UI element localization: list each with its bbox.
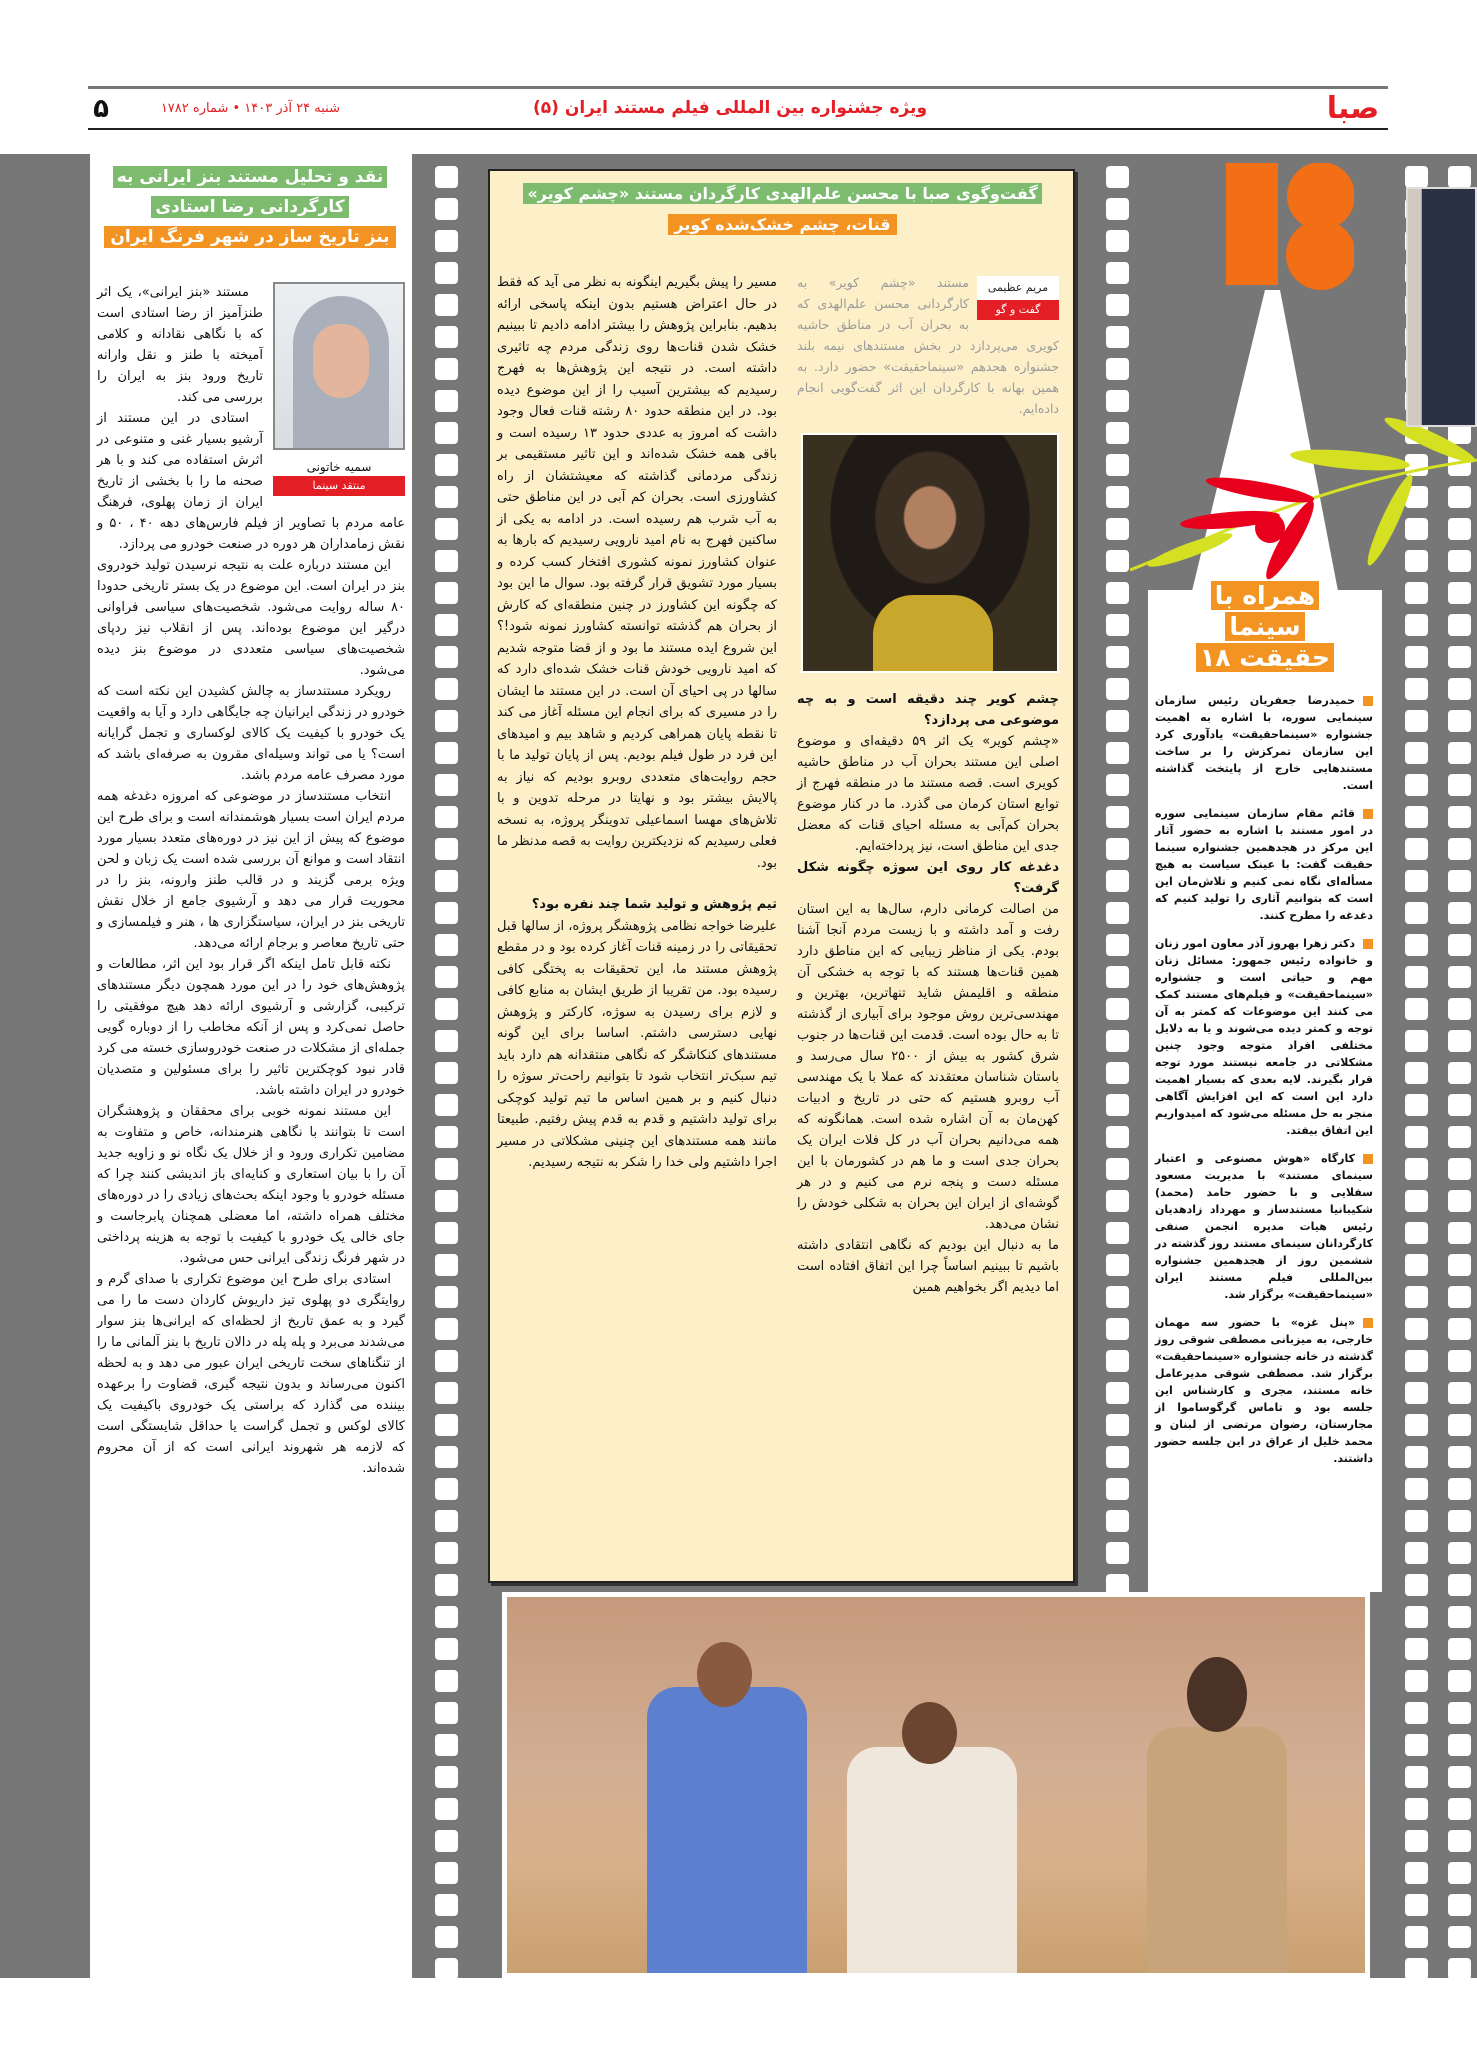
film-hole <box>1106 326 1129 348</box>
film-hole <box>1405 1638 1428 1660</box>
film-hole <box>435 422 458 444</box>
film-hole <box>1106 1126 1129 1148</box>
film-hole <box>1405 678 1428 700</box>
lead-text: مستند «چشم کویر» به کارگردانی محسن علم‌الهدی که به بحران آب در مناطق حاشیه کویری می‌پردازد در بخش مستندهای نیمه بلند جشنواره هجدهم «سینماحقیقت» حضور دارد. به همین بهانه با کارگردان این اثر گفت‌گویی انجام داده‌ایم. <box>797 275 1059 416</box>
film-hole <box>1405 1094 1428 1116</box>
film-hole <box>1106 1222 1129 1244</box>
film-hole <box>1448 966 1471 988</box>
film-hole <box>1448 1766 1471 1788</box>
author-name: سمیه خاتونی <box>306 460 372 474</box>
news-text: حمیدرضا جعفریان رئیس سازمان سینمایی سوره، با اشاره به اهمیت جشنواره «سینماحقیقت» یادآوری کرد این سازمان تمرکزش را بر ساخت مستندهایی خارج از پایتخت گذاشته است. <box>1155 694 1373 792</box>
film-hole <box>1405 1702 1428 1724</box>
question: چشم کویر چند دقیقه است و به چه موضوعی می پردازد؟ <box>797 692 1059 728</box>
film-hole <box>1106 294 1129 316</box>
film-hole <box>1448 1254 1471 1276</box>
film-hole <box>1448 1958 1471 1980</box>
film-hole <box>435 1702 458 1724</box>
paragraph: این مستند درباره علت به نتیجه نرسیدن تولید خودروی بنز در ایران است. این موضوع در یک بستر تاریخی حدودا ۸۰ ساله روایت می‌شود. شخصیت‌های سیاسی فراوانی درگیر این موضوع بوده‌اند. پس از انقلاب نیز ردپای شخصیت‌های سیاسی متعددی در موضوع بنز دیده می‌شود. <box>97 558 405 678</box>
film-hole <box>1448 582 1471 604</box>
film-hole <box>435 326 458 348</box>
film-hole <box>1405 614 1428 636</box>
film-hole <box>1405 998 1428 1020</box>
film-hole <box>435 1030 458 1052</box>
film-hole <box>435 518 458 540</box>
film-hole <box>1405 1894 1428 1916</box>
author-photo <box>273 282 405 450</box>
left-article-title: بنز تاریخ ساز در شهر فرنگ ایران <box>104 226 395 248</box>
film-hole <box>435 710 458 732</box>
film-hole <box>1448 166 1471 188</box>
film-hole <box>435 742 458 764</box>
sidebar-heading-line: سینما <box>1225 612 1304 641</box>
interview-column-right <box>797 272 1059 1298</box>
film-hole <box>1405 1350 1428 1372</box>
film-hole <box>435 1382 458 1404</box>
film-hole <box>1405 934 1428 956</box>
interview-lead <box>797 272 1059 419</box>
olive-branch-icon <box>1130 400 1477 580</box>
film-hole <box>1448 1286 1471 1308</box>
film-hole <box>1448 1094 1471 1116</box>
film-hole <box>1106 774 1129 796</box>
film-hole <box>1106 1062 1129 1084</box>
square-bullet-icon <box>1363 939 1373 949</box>
film-hole <box>1448 1478 1471 1500</box>
left-article-header <box>100 162 400 248</box>
paragraph: این مستند نمونه خوبی برای محققان و پژوهشگران است تا بتوانند با نگاهی هنرمندانه، خاص و متفاوت به مضامین تکراری ورود و از خلال یک نگاه نو و زاویه جدید آن را با بیان استعاری و کنایه‌ای باز اندیشی کنند چرا که مسئله خودرو با وجود اینکه بحث‌های زیادی را در دوره‌های مختلف همراه داشته، اما معضلی همچنان پابرجاست و جای خالی یک خودرو با کیفیت با توجه به هزینه پرداختی در شهر فرنگ زندگی ایرانی حس می‌شود. <box>97 1104 405 1266</box>
paragraph: رویکرد مستندساز به چالش کشیدن این نکته است که خودرو در زندگی ایرانیان چه جایگاهی دارد و آیا به واقعیت یک خودرو با کیفیت یک کالای لوکساری و تجمل گرایانه است؟ یا می تواند وسیله‌ای مقرون به صرفه‌ای باشد که مورد مصرف عامه مردم باشد. <box>97 684 405 783</box>
film-hole <box>1448 1126 1471 1148</box>
film-hole <box>1405 1574 1428 1596</box>
film-hole <box>1405 166 1428 188</box>
film-hole <box>435 390 458 412</box>
film-hole <box>1106 966 1129 988</box>
left-article-kicker: نقد و تحلیل مستند بنز ایرانی به کارگردانی رضا استادی <box>113 166 388 218</box>
film-hole <box>1448 1190 1471 1212</box>
paragraph: نکته قابل تامل اینکه اگر قرار بود این اثر، مطالعات و پژوهش‌های خود را در این مورد همچون دیگر مستندهای ترکیبی، گزارشی و آرشیوی ارائه دهد هیچ موفقیتی را حاصل نمی‌کرد و پس از آنکه مخاطب را از دوباره گویی جمله‌ای از مشکلات در صنعت خودروسازی خسته می کرد قادر نبود کوچکترین تاثیر را برای مسئولین و متصدیان خودرو در ایران داشته باشد. <box>97 957 405 1098</box>
film-hole <box>1448 1862 1471 1884</box>
film-hole <box>435 550 458 572</box>
film-hole <box>435 1542 458 1564</box>
film-hole <box>1106 870 1129 892</box>
film-hole <box>1405 966 1428 988</box>
film-hole <box>1448 1446 1471 1468</box>
film-hole <box>1448 1382 1471 1404</box>
film-hole <box>1405 742 1428 764</box>
page-number: ۵ <box>93 94 109 124</box>
film-hole <box>435 1670 458 1692</box>
film-hole <box>1448 998 1471 1020</box>
news-text: «پنل غزه» با حضور سه مهمان خارجی، به میزبانی مصطفی شوقی روز گذشته در خانه جشنواره «سینماحقیقت» برگزار شد. مصطفی شوقی مدیرعامل خانه مستند، مجری و کارشناس این جلسه بود و تاماس گرگوساموا از مجارستان، رضوان مرتضی از لبنان و محمد خلیل از عراق در این جلسه حضور داشتند. <box>1155 1316 1373 1465</box>
film-hole <box>1405 582 1428 604</box>
film-hole <box>1106 1510 1129 1532</box>
film-hole <box>1448 1318 1471 1340</box>
film-hole <box>1405 1830 1428 1852</box>
interview-kicker: گفت‌وگوی صبا با محسن علم‌الهدی کارگردان مستند «چشم کویر» <box>523 183 1041 204</box>
film-hole <box>435 582 458 604</box>
film-hole <box>1448 806 1471 828</box>
film-hole <box>1448 1606 1471 1628</box>
film-hole <box>1448 870 1471 892</box>
film-hole <box>1405 1126 1428 1148</box>
film-hole <box>1106 390 1129 412</box>
film-hole <box>1106 1030 1129 1052</box>
film-hole <box>435 1286 458 1308</box>
film-hole <box>1106 742 1129 764</box>
film-hole <box>1106 518 1129 540</box>
header-bottom-rule <box>88 128 1388 130</box>
film-hole <box>1405 1510 1428 1532</box>
square-bullet-icon <box>1363 1318 1373 1328</box>
film-hole <box>1106 1286 1129 1308</box>
square-bullet-icon <box>1363 809 1373 819</box>
film-hole <box>1448 678 1471 700</box>
film-hole <box>1405 1798 1428 1820</box>
film-hole <box>1448 934 1471 956</box>
film-hole <box>435 902 458 924</box>
film-hole <box>1405 838 1428 860</box>
square-bullet-icon <box>1363 1154 1373 1164</box>
film-hole <box>435 1062 458 1084</box>
newspaper-logo[interactable]: صبا <box>1326 91 1380 126</box>
question: دغدغه کار روی این سوژه چگونه شکل گرفت؟ <box>797 860 1059 896</box>
film-hole <box>1106 1446 1129 1468</box>
film-hole <box>1405 1670 1428 1692</box>
answer: من اصالت کرمانی دارم، سال‌ها به این استان رفت و آمد داشته و با زیست مردم آنجا آشنا بودم. یکی از مناظر زیبایی که این مناطق دارد همین قنات‌ها هستند که با توجه به خشکی آن منطقه و اقلیمش شاید تنهاترین، بهترین و مهندسی‌ترین روش موجود برای آبیاری از گذشته تا به حال بوده است. قدمت این قنات‌ها در جنوب شرق کشور به بیش از ۲۵۰۰ سال می‌رسد و باستان شناسان معتقدند که عملا با یک مهندسی آب روبرو هستیم که حتی در تاریخ و ادبیات کهن‌مان به آن اشاره شده است. همانگونه که همه می‌دانیم بحران آب در کل فلات ایران یک بحران جدی است و ما هم در کشورمان با این مسئله دست و پنجه نرم می کنیم و در هر گوشه‌ای از ایران این بحران به شکلی خودش را نشان می‌دهد. <box>797 902 1059 1232</box>
film-hole <box>1106 1318 1129 1340</box>
film-hole <box>435 678 458 700</box>
square-bullet-icon <box>1363 696 1373 706</box>
film-hole <box>1106 1542 1129 1564</box>
film-hole <box>435 1222 458 1244</box>
film-hole <box>435 1734 458 1756</box>
film-hole <box>1106 710 1129 732</box>
left-article-body <box>97 282 405 1479</box>
film-hole <box>1106 486 1129 508</box>
film-hole <box>1448 774 1471 796</box>
film-hole <box>435 1798 458 1820</box>
film-hole <box>435 230 458 252</box>
film-hole <box>435 1574 458 1596</box>
film-hole <box>1448 1542 1471 1564</box>
news-item <box>1155 1150 1373 1303</box>
film-hole <box>435 966 458 988</box>
film-hole <box>435 294 458 316</box>
news-item <box>1155 805 1373 924</box>
film-hole <box>1106 934 1129 956</box>
film-hole <box>435 454 458 476</box>
film-hole <box>1448 1158 1471 1180</box>
film-hole <box>435 934 458 956</box>
film-hole <box>1106 422 1129 444</box>
film-hole <box>435 1478 458 1500</box>
film-hole <box>1106 550 1129 572</box>
film-hole <box>1405 1062 1428 1084</box>
film-hole <box>1106 806 1129 828</box>
film-hole <box>1448 1030 1471 1052</box>
sidebar-heading-line: همراه با <box>1211 581 1319 610</box>
film-hole <box>435 1606 458 1628</box>
film-hole <box>435 1894 458 1916</box>
film-hole <box>1405 1862 1428 1884</box>
film-hole <box>435 1862 458 1884</box>
film-hole <box>1405 1446 1428 1468</box>
film-hole <box>1405 870 1428 892</box>
film-hole <box>435 1510 458 1532</box>
film-hole <box>435 1094 458 1116</box>
film-hole <box>435 166 458 188</box>
interviewer-name: مریم عظیمی <box>977 276 1059 300</box>
film-hole <box>435 262 458 284</box>
film-hole <box>1106 838 1129 860</box>
film-hole <box>1106 1254 1129 1276</box>
film-hole <box>1448 1702 1471 1724</box>
film-hole <box>1448 1062 1471 1084</box>
sidebar-heading <box>1160 580 1370 673</box>
film-hole <box>435 774 458 796</box>
film-hole <box>1448 1574 1471 1596</box>
interview-column-left <box>497 272 777 1174</box>
film-hole <box>1106 678 1129 700</box>
film-hole <box>1106 1094 1129 1116</box>
film-hole <box>435 1158 458 1180</box>
film-hole <box>1448 902 1471 924</box>
film-hole <box>435 1766 458 1788</box>
film-hole <box>1106 262 1129 284</box>
sidebar-heading-line: حقیقت ۱۸ <box>1196 643 1334 672</box>
film-hole <box>1448 646 1471 668</box>
interview-header <box>500 180 1065 235</box>
film-hole <box>1106 646 1129 668</box>
film-hole <box>435 1446 458 1468</box>
film-hole <box>1448 838 1471 860</box>
film-hole <box>1405 710 1428 732</box>
film-hole <box>1106 198 1129 220</box>
film-hole <box>1106 1478 1129 1500</box>
film-hole <box>435 486 458 508</box>
film-hole <box>1448 1734 1471 1756</box>
film-hole <box>435 998 458 1020</box>
film-hole <box>1106 230 1129 252</box>
film-hole <box>435 806 458 828</box>
issue-date: شنبه ۲۴ آذر ۱۴۰۳ • شماره ۱۷۸۲ <box>160 101 340 116</box>
film-hole <box>435 1254 458 1276</box>
interviewer-box <box>977 276 1059 320</box>
film-hole <box>435 838 458 860</box>
film-hole <box>1106 1190 1129 1212</box>
film-hole <box>435 1190 458 1212</box>
film-hole <box>1405 1286 1428 1308</box>
answer: ما به دنبال این بودیم که نگاهی انتقادی داشته باشیم تا ببینیم اساساً چرا این اتفاق افتاده است اما دیدیم اگر بخواهیم همین <box>797 1238 1059 1295</box>
film-hole <box>1448 1510 1471 1532</box>
film-hole <box>1106 358 1129 380</box>
film-hole <box>1405 1030 1428 1052</box>
question: تیم پژوهش و تولید شما چند نفره بود؟ <box>531 897 777 912</box>
film-hole <box>1405 902 1428 924</box>
film-hole <box>435 614 458 636</box>
answer: علیرضا خواجه نظامی پژوهشگر پروژه، از سالها قبل تحقیقاتی را در زمینه قنات آغاز کرده بود و در مقطع پژوهش مستند ما، این تحقیقات به پختگی کافی رسیده بود. من تقریبا از طریق ایشان به منابع کافی و لازم برای رسیدن به سوژه، کارکتر و پژوهش نهایی دسترسی داشتم. اساسا برای این گونه مستندهای کنکاشگر که نگاهی منتقدانه هم دارد باید تیم سبک‌تر انتخاب شود تا بتوانیم راحت‌تر سوژه را دنبال کنیم و بر همین اساس ما تیم تولید کوچکی برای تولید داشتیم و قدم به قدم پیش رفتیم. طبیعتا مانند همه مستندهای این چنینی مشکلاتی در مسیر اجرا داشتیم ولی خدا را شکر به نتیجه رسیدیم. <box>497 918 777 1170</box>
director-photo <box>801 433 1059 673</box>
film-hole <box>435 1414 458 1436</box>
film-hole <box>435 1318 458 1340</box>
news-text: کارگاه «هوش مصنوعی و اعتبار سینمای مستند» با مدیریت مسعود سفلایی و با حضور حامد (محمد) شکیبانیا مستندساز و مهرداد زادهدیان رئیس هیات مدیره انجمن صنفی کارگردانان سینمای مستند روز گذشته در ششمین روز از هجدهمین جشنواره بین‌المللی فیلم مستند ایران «سینماحقیقت» برگزار شد. <box>1155 1152 1373 1301</box>
film-hole <box>1448 1350 1471 1372</box>
film-hole <box>1405 1158 1428 1180</box>
film-hole <box>1106 1158 1129 1180</box>
film-hole <box>1106 1382 1129 1404</box>
news-item <box>1155 692 1373 794</box>
paragraph: مستند «بنز ایرانی»، یک اثر طنزآمیز از رضا استادی است که با نگاهی نقادانه و کلامی آمیخته با طنز و نقل وارانه تاریخ ورود بنز به ایران را بررسی می کند. <box>97 285 263 405</box>
film-hole <box>1448 1414 1471 1436</box>
paragraph: استادی برای طرح این موضوع تکراری با صدای گرم و روایتگری دو پهلوی تیز داریوش کاردان دست ما را می گیرد و به عمق تاریخ از لحظه‌ای که ایرانی‌ها بنز سوار می‌شدند می‌برد و پله پله در دالان تاریخ با بنز آلمانی ما را از تنگناهای سخت تاریخی ایران عبور می دهد و به لحظه اکنون می‌رساند و بدون نتیجه گیری، قضاوت را برعهده بیننده می گذارد که براستی یک خودروی باکیفیت یک کالای لوکس و تجمل گراست یا حداقل شایستگی است که لازمه هر شهروند ایرانی است که از آن محروم شده‌اند. <box>97 1272 405 1476</box>
news-item <box>1155 1314 1373 1467</box>
film-hole <box>1405 1958 1428 1980</box>
film-hole <box>1448 1926 1471 1948</box>
film-hole <box>1405 1318 1428 1340</box>
film-hole <box>1405 1606 1428 1628</box>
film-hole <box>1405 1542 1428 1564</box>
film-hole <box>1448 1894 1471 1916</box>
film-hole <box>1405 1478 1428 1500</box>
film-hole <box>1448 614 1471 636</box>
film-hole <box>1405 1926 1428 1948</box>
film-hole <box>1405 1766 1428 1788</box>
film-hole <box>1405 1414 1428 1436</box>
film-hole <box>1405 1190 1428 1212</box>
author-box <box>273 282 405 496</box>
festival-18-logo <box>1226 163 1354 291</box>
film-hole <box>435 1830 458 1852</box>
paragraph: انتخاب مستندساز در موضوعی که امروزه دغدغه همه مردم ایران است بسیار هوشمندانه است و برای طرح این موضوع که پیش از این نیز در دوره‌های متعدد بسیار مورد انتقاد است و موانع آن بررسی شده است یک زبان و لحن ویژه برمی گزیند و در قالب طنز وارونه، بنز را در محوریت قرار می دهد و آرشیوی جامع از خلال نقش تاریخی بنز در ایران، سیاستگزاری ها ، هنر و فیلمسازی و حتی تاریخ معاصر و برجام ارائه می‌دهد. <box>97 789 405 951</box>
interview-tag: گفت و گو <box>977 300 1059 320</box>
film-hole <box>1106 998 1129 1020</box>
film-hole <box>1106 1414 1129 1436</box>
news-item <box>1155 935 1373 1139</box>
film-hole <box>1106 614 1129 636</box>
film-hole <box>1448 1670 1471 1692</box>
author-role-badge: منتقد سینما <box>273 476 405 496</box>
film-hole <box>1405 1254 1428 1276</box>
film-hole <box>435 198 458 220</box>
header-top-rule <box>88 86 1388 89</box>
film-hole <box>435 1350 458 1372</box>
film-hole <box>435 646 458 668</box>
film-hole <box>435 1958 458 1980</box>
film-hole <box>1405 806 1428 828</box>
film-hole <box>1106 582 1129 604</box>
film-hole <box>435 1926 458 1948</box>
film-hole <box>1448 742 1471 764</box>
film-hole <box>1405 646 1428 668</box>
film-hole <box>435 870 458 892</box>
film-hole <box>1405 774 1428 796</box>
film-hole <box>435 1638 458 1660</box>
news-list <box>1155 692 1373 1478</box>
section-title: ویژه جشنواره بین المللی فیلم مستند ایران (۵) <box>532 98 928 118</box>
film-hole <box>1405 1734 1428 1756</box>
film-hole <box>435 358 458 380</box>
answer: «چشم کویر» یک اثر ۵۹ دقیقه‌ای و موضوع اصلی این مستند بحران آب در مناطق حاشیه کویری است. قصه مستند ما در منطقه فهرج از توابع استان کرمان می گذرد. ما در کنار موضوع بحران کم‌آبی به مسئله احیای قنات که معضل جدی این مناطق است، نیز پرداخته‌ایم. <box>797 734 1060 854</box>
film-still-photo <box>502 1592 1370 1978</box>
paragraph: استادی در این مستند از آرشیو بسیار غنی و متنوعی در اثرش استفاده می کند و با هر صحنه ما را با بخشی از تاریخ ایران از زمان پهلوی، فرهنگ عامه مردم با تصاویر از فیلم فارس‌های دهه ۴۰ ، ۵۰ و نقش زمامداران هر دوره در صنعت خودرو می پردازد. <box>97 411 405 552</box>
news-text: قائم مقام سازمان سینمایی سوره در امور مستند با اشاره به حضور آثار این مرکز در هجدهمین جشنواره سینما حقیقت گفت: با عینک سیاست به هیچ مسأله‌ای نگاه نمی کنیم و تلاش‌مان این است که بتوانیم آثاری را تولید کنیم که دغدغه را مطرح کنند. <box>1155 807 1373 922</box>
film-hole <box>1106 454 1129 476</box>
film-hole <box>1448 1222 1471 1244</box>
film-hole <box>1448 1830 1471 1852</box>
film-hole <box>1405 1382 1428 1404</box>
film-hole <box>1448 1638 1471 1660</box>
film-hole <box>1448 710 1471 732</box>
news-text: دکتر زهرا بهروز آذر معاون امور زنان و خانواده رئیس جمهور: مسائل زنان مهم و حیاتی است و جشنواره «سینماحقیقت» و فیلم‌های مستند کمک می کنند این موضوعات که کمتر به آن توجه و کمتر دیده می‌شوند و یا به دلایل مختلفی افراد متوجه وجود چنین مشکلاتی در جامعه نیستند مورد توجه قرار بگیرند. لایه بعدی که بسیار اهمیت دارد این است که این افزایش آگاهی منجر به حل مسئله می‌شود که امیدواریم این اتفاق بیفتد. <box>1155 937 1373 1137</box>
film-hole <box>1106 902 1129 924</box>
answer: مسیر را پیش بگیریم اینگونه به نظر می آید که فقط در حال اعتراض هستیم بدون اینکه پاسخی ارائه بدهیم. بنابراین پژوهش را بیشتر ادامه دادیم تا ببینیم خشک شدن قنات‌ها روی زندگی مردم چه تاثیری داشته است. در نتیجه این پژوهش‌ها به فهرج رسیدیم که بیشترین آسیب را از این موضوع دیده بود. در این منطقه حدود ۸۰ رشته قنات فعال وجود داشت که امروز به عددی حدود ۱۳ رسیده است و باقی همه خشک شده‌اند و این تاثیر مستقیمی بر زندگی مردمانی گذاشته که معیشتشان از راه کشاورزی است. بحران کم آبی در این مناطق حتی به آب شرب هم رسیده است. در ادامه به یکی از ساکنین فهرج به نام امید نارویی رسیدیم که بارها به عنوان کشاورز نمونه کشوری افتخار کسب کرده و بسیار مورد تشویق قرار گرفته بود. سوال ما این بود که چگونه این کشاورز در چنین منطقه‌ای که کارش از بحران هم گذشته توانسته کشاورز نمونه شود!؟ این شروع ایده مستند ما بود و از قضا متوجه شدیم که امید نارویی خودش قنات خشک شده‌ای دارد که سالها در پی احیای آن است. در این مستند ما ایشان را در مسیری که برای انجام این مسئله آغاز می کند تا نقطه پایان همراهی کردیم و شاهد بیم و امیدهای این فرد در طول فیلم بودیم. پس از پایان تولید ما با حجم روایت‌های متعددی روبرو بودیم که نیاز به پالایش بیشتر بود و نهایتا در مرحله تدوین و با تلاش‌های مهسا اسماعیلی تدوینگر پروژه، به نسخه فعلی رسیدیم که نزدیکترین روایت به قصه مدنظر ما بود. <box>497 275 777 871</box>
film-hole <box>1448 1798 1471 1820</box>
cameraman-photo <box>1406 187 1477 427</box>
interview-title: قنات، چشم خشک‌شده کویر <box>668 214 896 235</box>
film-hole <box>1106 1350 1129 1372</box>
film-hole <box>1405 1222 1428 1244</box>
film-hole <box>435 1126 458 1148</box>
film-hole <box>1106 166 1129 188</box>
